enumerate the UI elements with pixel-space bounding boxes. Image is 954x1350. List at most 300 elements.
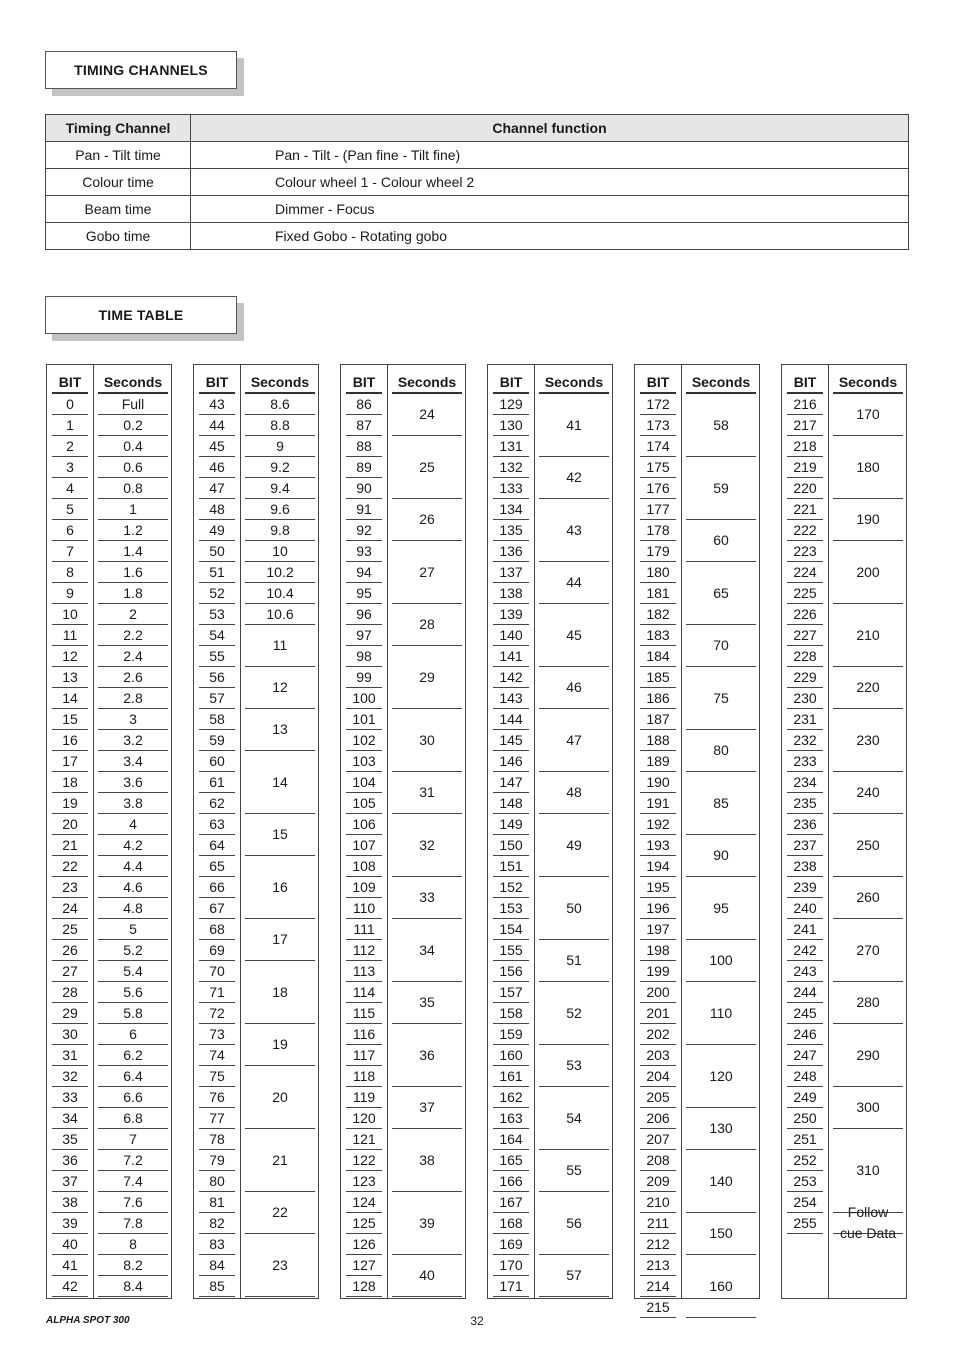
- seconds-cell: 34: [392, 919, 462, 982]
- seconds-cell: 1.8: [98, 583, 168, 604]
- bit-cell: 103: [346, 751, 382, 772]
- bit-cell: 110: [346, 898, 382, 919]
- bit-cell: 165: [493, 1150, 529, 1171]
- bit-cell: 105: [346, 793, 382, 814]
- seconds-cell: 65: [686, 562, 756, 625]
- bit-cell: 47: [199, 478, 235, 499]
- bit-cell: 208: [640, 1150, 676, 1171]
- seconds-cell: 54: [539, 1087, 609, 1150]
- bit-cell: 3: [52, 457, 88, 478]
- seconds-cell: 53: [539, 1045, 609, 1087]
- bit-cell: 56: [199, 667, 235, 688]
- seconds-cell: 49: [539, 814, 609, 877]
- bit-cell: 42: [52, 1276, 88, 1297]
- seconds-cell: 140: [686, 1150, 756, 1213]
- bit-cell: 102: [346, 730, 382, 751]
- bit-cell: 242: [787, 940, 823, 961]
- seconds-cell: 6.4: [98, 1066, 168, 1087]
- bit-cell: 137: [493, 562, 529, 583]
- seconds-cell: 27: [392, 541, 462, 604]
- bit-cell: 179: [640, 541, 676, 562]
- seconds-cell: 52: [539, 982, 609, 1045]
- seconds-cell: 22: [245, 1192, 315, 1234]
- bit-cell: 58: [199, 709, 235, 730]
- bit-cell: 89: [346, 457, 382, 478]
- seconds-cell: 4.2: [98, 835, 168, 856]
- bit-cell: 4: [52, 478, 88, 499]
- bit-cell: 34: [52, 1108, 88, 1129]
- bit-cell: 62: [199, 793, 235, 814]
- bit-cell: 64: [199, 835, 235, 856]
- seconds-cell: 5.2: [98, 940, 168, 961]
- bit-cell: 195: [640, 877, 676, 898]
- seconds-cell: 10.2: [245, 562, 315, 583]
- bit-cell: 181: [640, 583, 676, 604]
- channel-function-cell: Dimmer - Focus: [191, 196, 909, 223]
- bit-cell: 130: [493, 415, 529, 436]
- bit-cell: 240: [787, 898, 823, 919]
- timing-channel-cell: Beam time: [46, 196, 191, 223]
- bit-cell: 120: [346, 1108, 382, 1129]
- bit-cell: 218: [787, 436, 823, 457]
- seconds-cell: 32: [392, 814, 462, 877]
- seconds-cell: 310: [833, 1129, 903, 1213]
- bit-cell: 175: [640, 457, 676, 478]
- seconds-cell: 37: [392, 1087, 462, 1129]
- bit-cell: 107: [346, 835, 382, 856]
- seconds-cell: 3: [98, 709, 168, 730]
- bit-cell: 231: [787, 709, 823, 730]
- seconds-cell: 44: [539, 562, 609, 604]
- bit-cell: 84: [199, 1255, 235, 1276]
- bit-cell: 253: [787, 1171, 823, 1192]
- bit-cell: 83: [199, 1234, 235, 1255]
- seconds-cell: 11: [245, 625, 315, 667]
- timing-channel-cell: Gobo time: [46, 223, 191, 250]
- time-table-column: [487, 364, 613, 1299]
- footer-product-name: ALPHA SPOT 300: [46, 1315, 130, 1326]
- seconds-cell: 4.4: [98, 856, 168, 877]
- bit-cell: 141: [493, 646, 529, 667]
- seconds-cell: 1.4: [98, 541, 168, 562]
- bit-cell: 41: [52, 1255, 88, 1276]
- seconds-cell: 5.6: [98, 982, 168, 1003]
- bit-cell: 222: [787, 520, 823, 541]
- bit-cell: 97: [346, 625, 382, 646]
- bit-cell: 61: [199, 772, 235, 793]
- bit-cell: 205: [640, 1087, 676, 1108]
- channel-function-cell: Colour wheel 1 - Colour wheel 2: [191, 169, 909, 196]
- bit-cell: 99: [346, 667, 382, 688]
- bit-cell: 202: [640, 1024, 676, 1045]
- bit-cell: 22: [52, 856, 88, 877]
- timing-channel-cell: Pan - Tilt time: [46, 142, 191, 169]
- seconds-cell: 290: [833, 1024, 903, 1087]
- channel-function-cell: Fixed Gobo - Rotating gobo: [191, 223, 909, 250]
- bit-cell: 37: [52, 1171, 88, 1192]
- bit-cell: 233: [787, 751, 823, 772]
- bit-cell: 201: [640, 1003, 676, 1024]
- bit-cell: 124: [346, 1192, 382, 1213]
- bit-cell: 249: [787, 1087, 823, 1108]
- seconds-cell: 8.2: [98, 1255, 168, 1276]
- seconds-cell: 3.4: [98, 751, 168, 772]
- seconds-cell: 25: [392, 436, 462, 499]
- bit-cell: 159: [493, 1024, 529, 1045]
- bit-cell: 111: [346, 919, 382, 940]
- seconds-cell: 2.2: [98, 625, 168, 646]
- seconds-cell: 150: [686, 1213, 756, 1255]
- bit-cell: 204: [640, 1066, 676, 1087]
- bit-cell: 100: [346, 688, 382, 709]
- seconds-cell: 28: [392, 604, 462, 646]
- bit-cell: 5: [52, 499, 88, 520]
- seconds-cell: 50: [539, 877, 609, 940]
- bit-cell: 45: [199, 436, 235, 457]
- seconds-cell: 4.6: [98, 877, 168, 898]
- bit-cell: 147: [493, 772, 529, 793]
- bit-cell: 142: [493, 667, 529, 688]
- bit-cell: 191: [640, 793, 676, 814]
- bit-cell: 167: [493, 1192, 529, 1213]
- bit-cell: 169: [493, 1234, 529, 1255]
- bit-cell: 182: [640, 604, 676, 625]
- seconds-cell: 200: [833, 541, 903, 604]
- table-header-row: [46, 115, 909, 142]
- seconds-cell: 21: [245, 1129, 315, 1192]
- seconds-cell: 6.8: [98, 1108, 168, 1129]
- bit-cell: 170: [493, 1255, 529, 1276]
- bit-cell: 7: [52, 541, 88, 562]
- seconds-cell: 10.4: [245, 583, 315, 604]
- seconds-cell: 7: [98, 1129, 168, 1150]
- bit-header: BIT: [787, 372, 823, 394]
- seconds-cell: 6: [98, 1024, 168, 1045]
- seconds-cell: 19: [245, 1024, 315, 1066]
- bit-cell: 228: [787, 646, 823, 667]
- seconds-cell: 9.6: [245, 499, 315, 520]
- bit-cell: 26: [52, 940, 88, 961]
- bit-cell: 178: [640, 520, 676, 541]
- seconds-cell: 9: [245, 436, 315, 457]
- seconds-cell: 75: [686, 667, 756, 730]
- seconds-cell: 2: [98, 604, 168, 625]
- bit-cell: 184: [640, 646, 676, 667]
- bit-cell: 140: [493, 625, 529, 646]
- bit-cell: 93: [346, 541, 382, 562]
- bit-cell: 156: [493, 961, 529, 982]
- bit-cell: 210: [640, 1192, 676, 1213]
- bit-cell: 28: [52, 982, 88, 1003]
- bit-cell: 67: [199, 898, 235, 919]
- seconds-cell: 3.6: [98, 772, 168, 793]
- bit-cell: 225: [787, 583, 823, 604]
- seconds-cell: 210: [833, 604, 903, 667]
- seconds-cell: 2.6: [98, 667, 168, 688]
- bit-cell: 82: [199, 1213, 235, 1234]
- bit-cell: 49: [199, 520, 235, 541]
- bit-cell: 229: [787, 667, 823, 688]
- bit-cell: 189: [640, 751, 676, 772]
- seconds-cell: 250: [833, 814, 903, 877]
- bit-cell: 113: [346, 961, 382, 982]
- bit-cell: 13: [52, 667, 88, 688]
- seconds-cell: 18: [245, 961, 315, 1024]
- bit-cell: 72: [199, 1003, 235, 1024]
- seconds-cell: 36: [392, 1024, 462, 1087]
- seconds-cell: 47: [539, 709, 609, 772]
- seconds-cell: 17: [245, 919, 315, 961]
- bit-cell: 51: [199, 562, 235, 583]
- bit-cell: 212: [640, 1234, 676, 1255]
- seconds-cell: 0.2: [98, 415, 168, 436]
- bit-cell: 154: [493, 919, 529, 940]
- seconds-cell: 56: [539, 1192, 609, 1255]
- seconds-cell: 20: [245, 1066, 315, 1129]
- seconds-cell: 48: [539, 772, 609, 814]
- seconds-cell: 95: [686, 877, 756, 940]
- seconds-header: Seconds: [245, 372, 315, 394]
- bit-cell: 121: [346, 1129, 382, 1150]
- bit-cell: 226: [787, 604, 823, 625]
- time-table-column: [193, 364, 319, 1299]
- bit-cell: 40: [52, 1234, 88, 1255]
- bit-cell: 0: [52, 394, 88, 415]
- bit-cell: 114: [346, 982, 382, 1003]
- bit-cell: 60: [199, 751, 235, 772]
- bit-cell: 199: [640, 961, 676, 982]
- seconds-cell: 7.8: [98, 1213, 168, 1234]
- bit-cell: 138: [493, 583, 529, 604]
- bit-cell: 214: [640, 1276, 676, 1297]
- seconds-cell: 39: [392, 1192, 462, 1255]
- bit-cell: 190: [640, 772, 676, 793]
- seconds-cell: 33: [392, 877, 462, 919]
- bit-cell: 53: [199, 604, 235, 625]
- bit-cell: 241: [787, 919, 823, 940]
- seconds-cell: 46: [539, 667, 609, 709]
- seconds-cell: 23: [245, 1234, 315, 1297]
- channel-function-cell: Pan - Tilt - (Pan fine - Tilt fine): [191, 142, 909, 169]
- bit-cell: 163: [493, 1108, 529, 1129]
- bit-cell: 235: [787, 793, 823, 814]
- bit-cell: 215: [640, 1297, 676, 1318]
- seconds-cell: 2.8: [98, 688, 168, 709]
- bit-cell: 148: [493, 793, 529, 814]
- seconds-cell: 2.4: [98, 646, 168, 667]
- bit-cell: 247: [787, 1045, 823, 1066]
- bit-cell: 198: [640, 940, 676, 961]
- timing-channel-cell: Colour time: [46, 169, 191, 196]
- bit-cell: 168: [493, 1213, 529, 1234]
- bit-cell: 151: [493, 856, 529, 877]
- bit-cell: 25: [52, 919, 88, 940]
- bit-cell: 1: [52, 415, 88, 436]
- seconds-cell: 1.6: [98, 562, 168, 583]
- seconds-cell: 42: [539, 457, 609, 499]
- bit-cell: 63: [199, 814, 235, 835]
- bit-cell: 16: [52, 730, 88, 751]
- bit-cell: 186: [640, 688, 676, 709]
- seconds-cell: 29: [392, 646, 462, 709]
- seconds-cell: 15: [245, 814, 315, 856]
- seconds-cell: 10: [245, 541, 315, 562]
- bit-cell: 117: [346, 1045, 382, 1066]
- seconds-cell: 57: [539, 1255, 609, 1297]
- bit-cell: 29: [52, 1003, 88, 1024]
- bit-cell: 172: [640, 394, 676, 415]
- bit-cell: 239: [787, 877, 823, 898]
- bit-cell: 223: [787, 541, 823, 562]
- seconds-cell: 10.6: [245, 604, 315, 625]
- bit-cell: 166: [493, 1171, 529, 1192]
- seconds-cell: 180: [833, 436, 903, 499]
- seconds-cell: 5.8: [98, 1003, 168, 1024]
- bit-cell: 129: [493, 394, 529, 415]
- bit-cell: 252: [787, 1150, 823, 1171]
- time-table-column: [340, 364, 466, 1299]
- bit-cell: 15: [52, 709, 88, 730]
- seconds-cell: Follow cue Data: [833, 1213, 903, 1234]
- bit-cell: 161: [493, 1066, 529, 1087]
- bit-cell: 220: [787, 478, 823, 499]
- header-timing-channel: Timing Channel: [46, 115, 191, 142]
- bit-cell: 19: [52, 793, 88, 814]
- bit-cell: 87: [346, 415, 382, 436]
- seconds-cell: 110: [686, 982, 756, 1045]
- bit-cell: 197: [640, 919, 676, 940]
- bit-cell: 98: [346, 646, 382, 667]
- bit-cell: 158: [493, 1003, 529, 1024]
- bit-header: BIT: [52, 372, 88, 394]
- bit-cell: 78: [199, 1129, 235, 1150]
- bit-cell: 23: [52, 877, 88, 898]
- seconds-cell: 6.2: [98, 1045, 168, 1066]
- bit-cell: 55: [199, 646, 235, 667]
- bit-cell: 164: [493, 1129, 529, 1150]
- bit-cell: 80: [199, 1171, 235, 1192]
- seconds-cell: 160: [686, 1255, 756, 1318]
- seconds-cell: Full: [98, 394, 168, 415]
- bit-cell: 196: [640, 898, 676, 919]
- bit-cell: 57: [199, 688, 235, 709]
- seconds-header: Seconds: [98, 372, 168, 394]
- bit-cell: 31: [52, 1045, 88, 1066]
- bit-cell: 20: [52, 814, 88, 835]
- bit-cell: 193: [640, 835, 676, 856]
- bit-cell: 85: [199, 1276, 235, 1297]
- seconds-cell: 260: [833, 877, 903, 919]
- seconds-cell: 8.4: [98, 1276, 168, 1297]
- bit-cell: 244: [787, 982, 823, 1003]
- seconds-cell: 40: [392, 1255, 462, 1297]
- bit-cell: 155: [493, 940, 529, 961]
- bit-cell: 232: [787, 730, 823, 751]
- seconds-cell: 0.8: [98, 478, 168, 499]
- bit-cell: 9: [52, 583, 88, 604]
- seconds-cell: 9.2: [245, 457, 315, 478]
- bit-cell: 59: [199, 730, 235, 751]
- bit-cell: 194: [640, 856, 676, 877]
- bit-cell: 219: [787, 457, 823, 478]
- bit-cell: 177: [640, 499, 676, 520]
- bit-cell: 92: [346, 520, 382, 541]
- timing-channels-heading: TIMING CHANNELS: [45, 51, 237, 89]
- bit-cell: 71: [199, 982, 235, 1003]
- seconds-cell: 30: [392, 709, 462, 772]
- seconds-cell: 0.6: [98, 457, 168, 478]
- seconds-cell: 14: [245, 751, 315, 814]
- seconds-cell: 13: [245, 709, 315, 751]
- seconds-cell: 35: [392, 982, 462, 1024]
- seconds-header: Seconds: [392, 372, 462, 394]
- bit-cell: 157: [493, 982, 529, 1003]
- seconds-cell: 8.8: [245, 415, 315, 436]
- bit-cell: 95: [346, 583, 382, 604]
- bit-cell: 132: [493, 457, 529, 478]
- bit-cell: 238: [787, 856, 823, 877]
- bit-cell: 90: [346, 478, 382, 499]
- bit-cell: 122: [346, 1150, 382, 1171]
- bit-cell: 245: [787, 1003, 823, 1024]
- seconds-cell: 220: [833, 667, 903, 709]
- seconds-cell: 9.4: [245, 478, 315, 499]
- bit-cell: 73: [199, 1024, 235, 1045]
- bit-cell: 108: [346, 856, 382, 877]
- bit-cell: 74: [199, 1045, 235, 1066]
- bit-header: BIT: [640, 372, 676, 394]
- bit-cell: 10: [52, 604, 88, 625]
- seconds-cell: 4: [98, 814, 168, 835]
- bit-cell: 18: [52, 772, 88, 793]
- bit-cell: 88: [346, 436, 382, 457]
- seconds-cell: 270: [833, 919, 903, 982]
- bit-cell: 125: [346, 1213, 382, 1234]
- seconds-cell: 90: [686, 835, 756, 877]
- seconds-cell: 170: [833, 394, 903, 436]
- bit-cell: 133: [493, 478, 529, 499]
- bit-cell: 14: [52, 688, 88, 709]
- bit-cell: 146: [493, 751, 529, 772]
- table-row: [46, 142, 909, 169]
- seconds-cell: 58: [686, 394, 756, 457]
- bit-cell: 250: [787, 1108, 823, 1129]
- bit-cell: 160: [493, 1045, 529, 1066]
- seconds-cell: 6.6: [98, 1087, 168, 1108]
- seconds-cell: 4.8: [98, 898, 168, 919]
- bit-cell: 149: [493, 814, 529, 835]
- bit-cell: 86: [346, 394, 382, 415]
- time-table-column: [634, 364, 760, 1315]
- bit-cell: 162: [493, 1087, 529, 1108]
- bit-cell: 234: [787, 772, 823, 793]
- bit-cell: 44: [199, 415, 235, 436]
- bit-cell: 135: [493, 520, 529, 541]
- bit-cell: 115: [346, 1003, 382, 1024]
- bit-cell: 251: [787, 1129, 823, 1150]
- bit-cell: 38: [52, 1192, 88, 1213]
- bit-header: BIT: [346, 372, 382, 394]
- bit-header: BIT: [493, 372, 529, 394]
- seconds-cell: 59: [686, 457, 756, 520]
- bit-cell: 109: [346, 877, 382, 898]
- bit-cell: 211: [640, 1213, 676, 1234]
- bit-cell: 217: [787, 415, 823, 436]
- seconds-cell: 240: [833, 772, 903, 814]
- seconds-cell: 55: [539, 1150, 609, 1192]
- bit-cell: 17: [52, 751, 88, 772]
- bit-cell: 152: [493, 877, 529, 898]
